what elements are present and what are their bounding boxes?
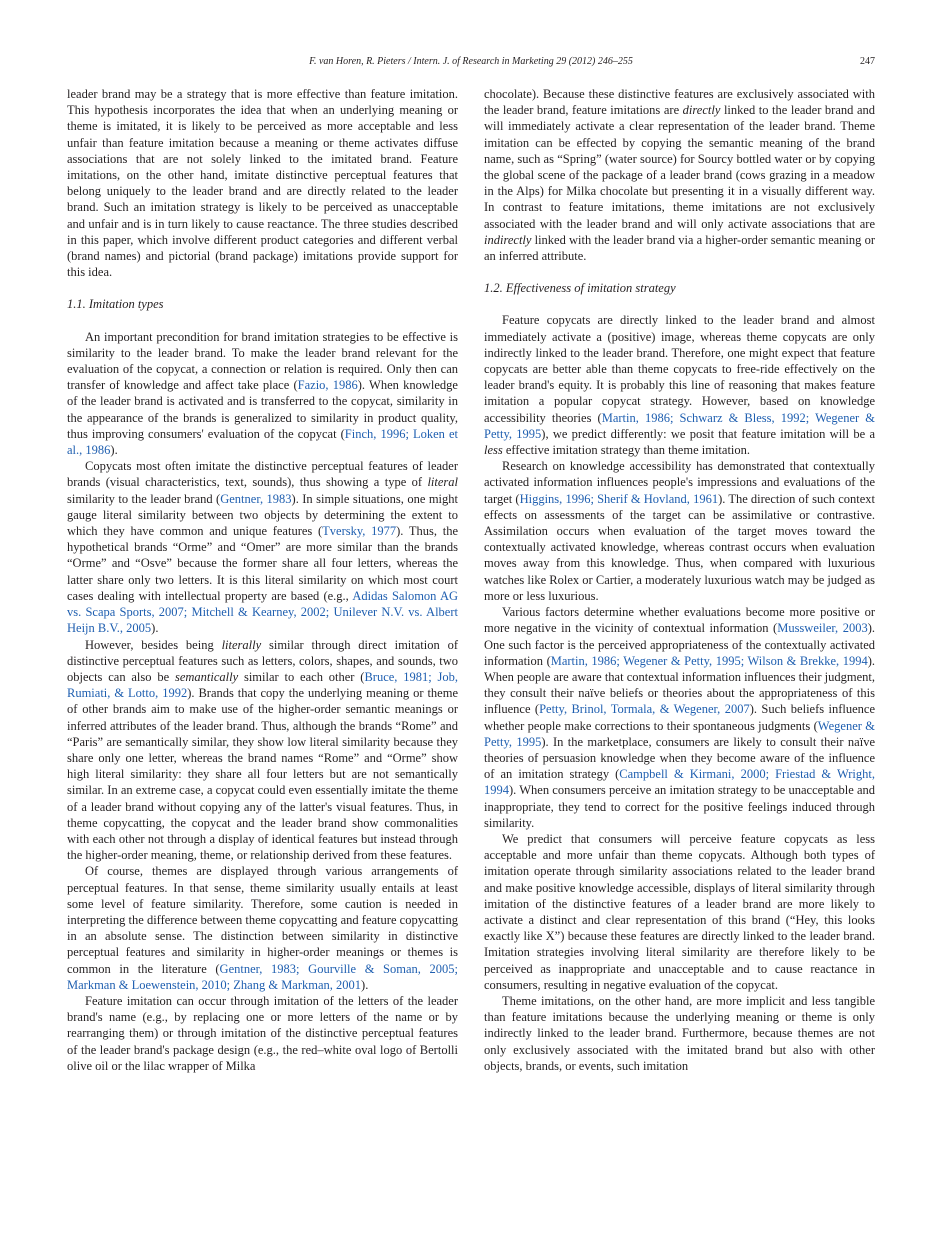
paragraph: However, besides being literally similar through direct imitation of distinctive perceptual features such as letters, colors, shapes, and sounds, two objects can also be semantically similar to each other (Bruce, 1981; Job, Rumiati, & Lotto, 1992). Brands that copy the underlying meaning or theme of other brands aim to make use of the higher-order semantic meanings or inferred attributes of the leader brand. Thus, although the brands “Rome” and “Paris” are semantically similar, they show low literal similarity because they share only one letter, whereas the brand names “Rome” and “Orme” show high literal similarity: they share all four letters but are not semantically similar. In an extreme case, a copycat could even essentially imitate the theme of a leader brand without copying any of the latter's visual features. Thus, in theme copycatting, the copycat and the leader brand show commonalities with each other not through a display of identical features but instead through the higher-order meaning, theme, or relationship derived from these features. — [67, 637, 459, 863]
citation-link[interactable]: Martin, 1986; Wegener & Petty, 1995; Wilson & Brekke, 1994 — [550, 653, 868, 668]
running-head: F. van Horen, R. Pieters / Intern. J. of Research in Marketing 29 (2012) 246–255 — [309, 56, 633, 67]
paragraph: Research on knowledge accessibility has demonstrated that contextually activated information influences people's impressions and evaluations of the target (Higgins, 1996; Sherif & Hovland, 1961). The direction of such context effects on assessments of the target can be assimilative or contrastive. Assimilation occurs when evaluation of the target moves toward the contextually activated knowledge, whereas contrast occurs when evaluation moves away from this knowledge. Thus, when compared with luxurious watches like Rolex or Cartier, a moderately luxurious watch may be judged as more or less luxurious. — [484, 459, 875, 603]
paragraph: chocolate). Because these distinctive features are exclusively associated with the leader brand, feature imitations are directly linked to the leader brand and will immediately activate a clear representation of the leader brand. Theme imitation can be effected by copying the semantic meaning of the brand name, such as “Spring” (water source) for Sourcy bottled water or by copying the global scene of the package of a leader brand (cows grazing in a meadow in the Alps) for Milka chocolate but presenting it in a visually different way. In contrast to feature imitations, theme imitations are not exclusively associated with the leader brand and will only activate associations that are indirectly linked with the leader brand via a higher-order semantic meaning or an inferred attribute. — [484, 87, 875, 264]
paragraph: An important precondition for brand imitation strategies to be effective is similarity to the leader brand. To make the leader brand relevant for the evaluation of the copycat, a connection or relation is required. Only then can transfer of knowledge and affect take place (Fazio, 1986). When knowledge of the leader brand is activated and is transferred to the copycat, similarity in the appearance of the brands is generalized to similarity in product quality, thus improving consumers' evaluation of the copycat (Finch, 1996; Loken et al., 1986). — [67, 329, 458, 458]
citation-link[interactable]: Wegener & Petty, 1995 — [484, 718, 875, 749]
citation-link[interactable]: Martin, 1986; Schwarz & Bless, 1992; Wegener & Petty, 1995 — [484, 410, 875, 441]
paragraph: Feature imitation can occur through imitation of the letters of the leader brand's name (e.g., by replacing one or more letters of the name or by rearranging them) or through imitation of the distinctive perceptual features of the leader brand's package design (e.g., the red–white oval logo of Bertolli olive oil or the lilac wrapper of Milka — [67, 993, 458, 1073]
paragraph: Of course, themes are displayed through various arrangements of perceptual features. In that sense, theme similarity usually entails at least some level of feature similarity. Therefore, some caution is needed in interpreting the difference between theme copycatting and feature copycatting in an absolute sense. The distinction between similarity in distinctive perceptual features and similarity in higher-order meanings or themes is common in the literature (Gentner, 1983; Gourville & Soman, 2005; Markman & Loewenstein, 2010; Zhang & Markman, 2001). — [67, 864, 459, 992]
citation-link[interactable]: Gentner, 1983; Gourville & Soman, 2005; Markman & Loewenstein, 2010; Zhang & Markman, 2001 — [67, 961, 459, 992]
citation-link[interactable]: Campbell & Kirmani, 2000; Friestad & Wright, 1994 — [484, 767, 875, 798]
citation-link[interactable]: Higgins, 1996; Sherif & Hovland, 1961 — [519, 491, 719, 506]
right-column — [484, 86, 875, 1074]
running-header — [67, 56, 875, 72]
citation-link[interactable]: Bruce, 1981; Job, Rumiati, & Lotto, 1992 — [67, 669, 459, 701]
left-column — [67, 86, 458, 1074]
paragraph: Copycats most often imitate the distinctive perceptual features of leader brands (visual characteristics, text, sounds), thus showing a type of literal similarity to the leader brand (Gentner, 1983). In simple situations, one might gauge literal similarity between two objects by determining the extent to which they have common and unique features (Tversky, 1977). Thus, the hypothetical brands “Orme” and “Omer” are more similar than the brands “Orme” and “Osve” because the former share all four letters, whereas the latter share only two letters. It is this literal similarity on which most court cases dealing with intellectual property are based (e.g., Adidas Salomon AG vs. Scapa Sports, 2007; Mitchell & Kearney, 2002; Unilever N.V. vs. Albert Heijn B.V., 2005). — [67, 459, 458, 636]
citation-link[interactable]: Finch, 1996; Loken et al., 1986 — [67, 426, 458, 458]
citation-link[interactable]: Gentner, 1983 — [220, 491, 292, 506]
paragraph: Theme imitations, on the other hand, are more implicit and less tangible than feature imitations because the underlying meaning or theme is only indirectly linked to the leader brand. Furthermore, because themes are not only exclusively associated with the imitated brand but also with other objects, brands, or events, such imitation — [484, 993, 875, 1073]
paragraph: Various factors determine whether evaluations become more positive or more negative in the vicinity of contextual information (Mussweiler, 2003). One such factor is the perceived appropriateness of the contextually activated information (Martin, 1986; Wegener & Petty, 1995; Wilson & Brekke, 1994). When people are aware that contextual information influences their judgment, they consult their naïve beliefs or theories about the appropriateness of this influence (Petty, Brinol, Tormala, & Wegener, 2007). Such beliefs influence whether people make corrections to their spontaneous judgments (Wegener & Petty, 1995). In the marketplace, consumers are likely to consult their naïve theories of persuasion knowledge when they become aware of the influence of an imitation strategy (Campbell & Kirmani, 2000; Friestad & Wright, 1994). When consumers perceive an imitation strategy to be unacceptable and inappropriate, they tend to correct for the positive feelings induced through similarity. — [484, 605, 876, 830]
paragraph: We predict that consumers will perceive feature copycats as less acceptable and more unfair than theme copycats. Although both types of imitation operate through similarity associations related to the leader brand and make positive knowledge accessible, displays of literal similarity through imitation of the distinctive features of a leader brand are more likely to activate a distinct and clear representation of this brand (“Hey, this looks exactly like X”) because these features are directly linked to the leader brand. Imitation strategies involving literal similarity are therefore likely to be perceived as inappropriate and unacceptable and to cause reactance in consumers, resulting in negative evaluation of the copycat. — [484, 831, 875, 992]
citation-link[interactable]: Adidas Salomon AG vs. Scapa Sports, 2007; Mitchell & Kearney, 2002; Unilever N.V. vs. Albert Heijn B.V., 2005 — [67, 588, 458, 636]
citation-link[interactable]: Mussweiler, 2003 — [777, 621, 868, 636]
citation-link[interactable]: Fazio, 1986 — [297, 378, 358, 393]
paragraph: leader brand may be a strategy that is more effective than feature imitation. This hypothesis incorporates the idea that when an underlying meaning or theme is imitated, it is likely to be perceived as more acceptable and less unfair than feature imitation because a meaning or theme activates diffuse associations that are not solely linked to the imitated brand. Feature imitations, on the other hand, imitate distinctive perceptual features that belong uniquely to the leader brand and are directly related to the leader brand. Such an imitation strategy is likely to be perceived as unacceptable and unfair and is in turn likely to cause reactance. The three studies described in this paper, which involve different product categories and different verbal (brand names) and pictorial (brand package) imitations provide support for this idea. — [67, 87, 458, 280]
page-number: 247 — [860, 56, 875, 67]
section-heading-effectiveness: 1.2. Effectiveness of imitation strategy — [484, 281, 676, 296]
citation-link[interactable]: Petty, Brinol, Tormala, & Wegener, 2007 — [539, 702, 750, 717]
paragraph: Feature copycats are directly linked to the leader brand and almost immediately activate a (positive) image, whereas theme copycats are only indirectly linked to the leader brand. Therefore, one might expect that feature copycats are better able than theme copycats to free-ride effectively on the leader brand's equity. It is probably this line of reasoning that makes feature imitation a popular copycat strategy. However, based on knowledge accessibility theories (Martin, 1986; Schwarz & Bless, 1992; Wegener & Petty, 1995), we predict differently: we posit that feature imitation will be a less effective imitation strategy than theme imitation. — [484, 313, 875, 458]
section-heading-imitation-types: 1.1. Imitation types — [67, 297, 164, 312]
citation-link[interactable]: Tversky, 1977 — [322, 524, 397, 539]
